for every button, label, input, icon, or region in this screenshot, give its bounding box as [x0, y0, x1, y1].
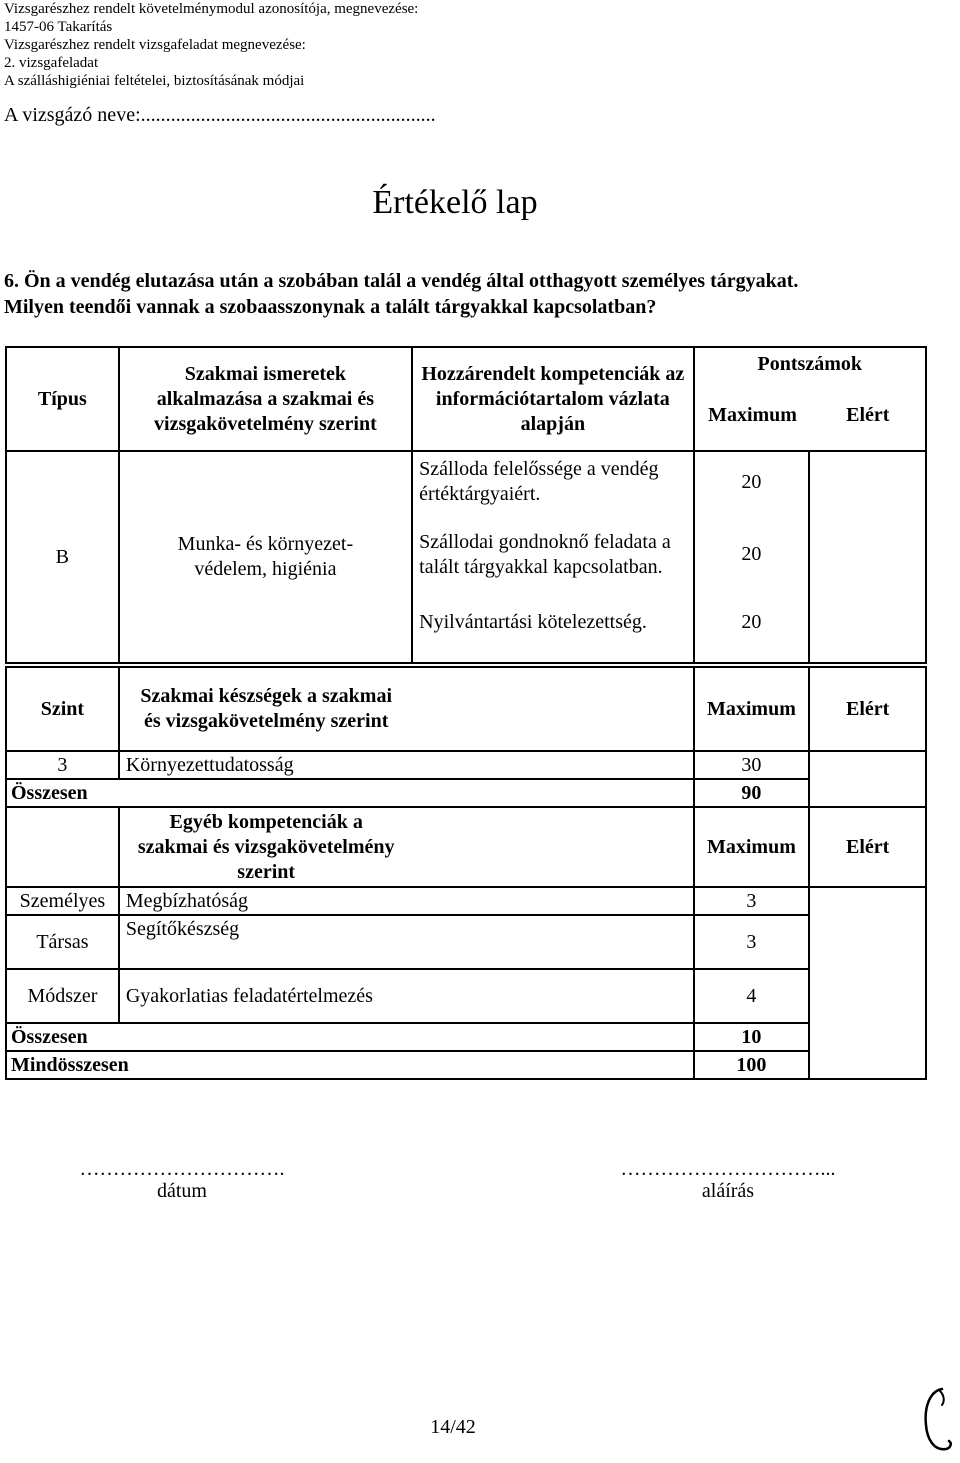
- page-title: Értékelő lap: [372, 184, 538, 221]
- type-value: B: [6, 451, 119, 663]
- other-max-header: Maximum: [694, 807, 810, 887]
- max-value: 20: [741, 610, 762, 633]
- candidate-name-field: A vizsgázó neve:...........................................................: [4, 104, 436, 126]
- signature-dots: …………………………...: [620, 1158, 836, 1180]
- max-value: 20: [741, 470, 762, 493]
- header-module-label: Vizsgarészhez rendelt követelménymodul azonosítója, megnevezése:: [4, 1, 419, 17]
- achieved-header: Elért: [846, 403, 890, 426]
- max-header: Maximum: [708, 403, 797, 426]
- other-header: Egyéb kompetenciák a szakmai és vizsgakövetelmény szerint: [119, 807, 413, 887]
- date-label: dátum: [157, 1180, 207, 1202]
- competence-item: Szálloda felelőssége a vendég értéktárgyaiért.: [419, 458, 659, 505]
- skills-total-value: 90: [694, 779, 810, 807]
- skills-table: [5, 666, 927, 1080]
- other-name: Megbízhatóság: [119, 887, 694, 915]
- other-max: 4: [694, 969, 810, 1023]
- max-value: 20: [741, 543, 762, 565]
- page-number: 14/42: [430, 1416, 476, 1438]
- points-title: Pontszámok: [757, 352, 862, 375]
- other-name: Segítőkészség: [119, 915, 694, 969]
- other-level: Társas: [6, 915, 119, 969]
- skill-name: Környezettudatosság: [119, 751, 694, 779]
- header-module-value: 1457-06 Takarítás: [4, 19, 113, 35]
- achieved-cell[interactable]: [809, 451, 926, 663]
- other-max: 3: [694, 887, 810, 915]
- question-line-1: 6. Ön a vendég elutazása után a szobában talál a vendég által otthagyott személyes tárgyakat.: [4, 270, 799, 292]
- competence-header: Hozzárendelt kompetenciák az információtartalom vázlata alapján: [412, 347, 693, 451]
- knowledge-table: [5, 346, 927, 664]
- level-header: Szint: [6, 667, 119, 751]
- other-level: Módszer: [6, 969, 119, 1023]
- other-header-spacer: [413, 807, 694, 887]
- header-task-number: 2. vizsgafeladat: [4, 55, 99, 71]
- knowledge-value: Munka- és környezet-védelem, higiénia: [119, 451, 413, 663]
- skills-header: Szakmai készségek a szakmai és vizsgakövetelmény szerint: [119, 667, 413, 751]
- competence-list: [412, 451, 693, 663]
- other-total-label: Összesen: [6, 1023, 694, 1051]
- max-list: [694, 451, 810, 663]
- other-achieved-header: Elért: [809, 807, 926, 887]
- signature-label: aláírás: [701, 1180, 755, 1202]
- skill-level: 3: [6, 751, 119, 779]
- other-name: Gyakorlatias feladatértelmezés: [119, 969, 694, 1023]
- other-level-header: [6, 807, 119, 887]
- date-dots: ………………………….: [79, 1158, 285, 1180]
- type-header: Típus: [6, 347, 119, 451]
- skills-max-header: Maximum: [694, 667, 810, 751]
- skills-header-spacer: [413, 667, 694, 751]
- skill-max: 30: [694, 751, 810, 779]
- competence-item: Nyilvántartási kötelezettség.: [419, 610, 647, 633]
- other-total-value: 10: [694, 1023, 810, 1051]
- other-max: 3: [694, 915, 810, 969]
- other-achieved-cell[interactable]: [809, 887, 926, 1079]
- skill-achieved-cell[interactable]: [809, 751, 926, 807]
- skills-achieved-header: Elért: [809, 667, 926, 751]
- header-task-label: Vizsgarészhez rendelt vizsgafeladat megnevezése:: [4, 37, 306, 53]
- points-header: [694, 347, 926, 451]
- header-task-value: A szálláshigiéniai feltételei, biztosításának módjai: [4, 73, 305, 89]
- knowledge-header: Szakmai ismeretek alkalmazása a szakmai és vizsgakövetelmény szerint: [119, 347, 413, 451]
- competence-item: Szállodai gondnoknő feladata a talált tárgyakkal kapcsolatban.: [419, 530, 671, 578]
- grand-total-label: Mindösszesen: [6, 1051, 694, 1079]
- skills-total-label: Összesen: [6, 779, 694, 807]
- question-line-2: Milyen teendői vannak a szobaasszonynak a talált tárgyakkal kapcsolatban?: [4, 296, 657, 318]
- handwritten-signature-icon: [918, 1385, 954, 1457]
- grand-total-value: 100: [694, 1051, 810, 1079]
- other-level: Személyes: [6, 887, 119, 915]
